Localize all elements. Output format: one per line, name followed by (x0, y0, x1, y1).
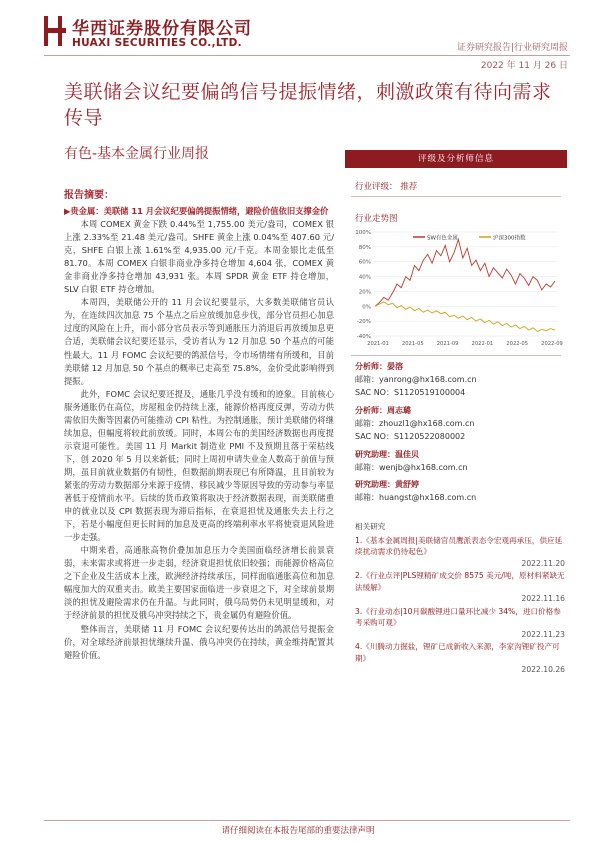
report-date: 2022 年 11 月 26 日 (480, 61, 568, 71)
y-tick-label: 100% (355, 230, 371, 236)
analyst-name: 晏溶 (387, 362, 403, 371)
analyst-role: 分析师： (355, 406, 387, 415)
series-sw-nonferrous-line (375, 239, 555, 306)
related-item[interactable]: 3.《行业动态|10月碳酸锂进口量环比减少 34%，进口价格参考采购可观》 2022.11.23 (355, 606, 565, 639)
x-tick-label: 2021-09 (436, 341, 459, 347)
assistant-role: 研究助理： (355, 480, 395, 489)
related-item[interactable]: 4.《川腾动力掘盐，锂矿已成新收入来源，李家沟锂矿投产可期》 2022.10.26 (355, 642, 565, 674)
y-tick-label: -40% (356, 334, 371, 340)
y-tick-label: 60% (358, 259, 371, 266)
report-title: 美联储会议纪要偏鸽信号提振情绪，刺激政策有待向需求传导 (64, 81, 552, 129)
abstract-label: 报告摘要： (64, 190, 114, 201)
body-paragraph: 整体而言，美联储 11 月 FOMC 会议纪要传达出的鸽派信号提振金价，对全球经济前景担忧继续升温、俄乌冲突仍在持续，黄金维持配置其避险价值。 (64, 623, 334, 660)
chart-bottom-divider (351, 355, 561, 356)
x-tick-label: 2022-01 (471, 341, 494, 347)
header-divider (44, 55, 570, 56)
assistant-block-1 (355, 448, 468, 474)
sidebar-divider (351, 196, 561, 197)
x-tick-label: 2021-05 (401, 341, 424, 347)
report-type: 证券研究报告|行业研究周报 (456, 43, 568, 53)
chart-legend (413, 234, 526, 242)
analyst-block-1 (355, 360, 477, 399)
y-tick-label: 40% (358, 274, 371, 281)
y-tick-label: 0% (362, 304, 371, 311)
sidebar-header: 评级及分析师信息 (345, 150, 567, 168)
report-body (64, 205, 334, 662)
industry-trend-chart (351, 226, 563, 348)
body-paragraph: 本周四，美联储公开的 11 月会议纪要显示，大多数美联储官员认为，在连续四次加息 75 个基点之后应放缓加息步伐，部分官员担心加息过度的风险在上升，而小部分官员表示等到通胀压力消退后再放缓加息更合适，美联储会议纪要还显示，受访者认为 12 月加息 50 个基点的可能性最大。11 月 FOMC 会议纪要的鸽派信号，令市场情绪有所缓和，目前美联储 12 月加息 50 个基点的概率已走高至 75.8%，金价受此影响得到提振。 (64, 297, 334, 386)
analyst-sac: SAC NO：S1120522080002 (355, 432, 466, 441)
y-tick-label: 20% (358, 289, 371, 296)
company-name-en: HUAXI SECURITIES CO.,LTD. (72, 37, 242, 49)
legend-label-sw: SW有色金属 (427, 235, 458, 242)
legend-label-hs300: 沪深300指数 (493, 235, 526, 242)
x-tick-label: 2022-09 (541, 341, 563, 347)
assistant-email: 邮箱：wenjb@hx168.com.cn (355, 463, 468, 472)
related-title: 相关研究 (355, 522, 386, 531)
body-paragraph: 此外，FOMC 会议纪要还提及，通胀几乎没有缓和的迹象。目前核心服务通胀仍在高位，房屋租金仍持续上涨，能源价格再度反弹，劳动力供需依旧失衡等因素仍可能推动 CPI 粘性。为控制通胀，预计美联储仍将继续加息，但幅度将较此前放缓。同时，本周公布的美国经济数据也再度提示衰退可能性。美国 11 月 Markit 制造业 PMI 不及预期且落于荣枯线下，创 2020 年 5 月以来新低；同时上周初申请失业金人数高于前值与预期，虽目前就业数据仍有韧性，但数据前期表现已有所降温，且目前较为紧张的劳动力数据部分来源于疫情、移民减少等原因导致的劳动参与率显著低于疫情前水平。后续的货币政策将取决于经济数据表现，而美联储重申的就业以及 CPI 数据表现为滞后指标，在衰退担忧及通胀失去上行之下，若是小幅度但更长时间的加息及更高的终端利率水平将使衰退风险进一步走强。 (64, 388, 334, 543)
y-tick-label: -20% (356, 319, 371, 326)
x-tick-label: 2022-05 (506, 341, 529, 347)
assistant-email: 邮箱：huangst@hx168.com.cn (355, 493, 477, 502)
section-heading: ▶贵金属：美联储 11 月会议纪要偏鸽提振情绪，避险价值依旧支撑金价 (64, 206, 329, 216)
assistant-name: 温佳贝 (395, 450, 419, 459)
y-tick-label: 80% (358, 244, 371, 251)
legal-notice: 请仔细阅读在本报告尾部的重要法律声明 (221, 826, 375, 836)
body-paragraph: 本周 COMEX 黄金下跌 0.44%至 1,755.00 美元/盎司，COMEX 银上涨 2.33%至 21.48 美元/盎司。SHFE 黄金上涨 0.04%至 407.60 元/克，SHFE 白银上涨 1.61%至 4,935.00 元/千克。本周金银比走低至 81.70。本周 COMEX 白银非商业净多持仓增加 4,604 张，COMEX 黄金非商业净多持仓增加 43,931 张。本周 SPDR 黄金 ETF 持仓增加，SLV 白银 ETF 持仓增加。 (64, 219, 334, 295)
related-item[interactable]: 2.《行业点评|PLS锂精矿成交价 8575 美元/吨，原材料紧缺无法缓解》 2022.11.16 (355, 571, 565, 603)
related-item[interactable]: 1.《基本金属周报|美联储官员鹰派表态令宏观再承压，供应延续扰动需求仍待起色》 2022.11.20 (355, 535, 565, 568)
analyst-name: 周志璐 (387, 406, 411, 415)
assistant-block-2 (355, 478, 476, 504)
assistant-name: 黄舒婷 (395, 480, 419, 489)
industry-rating: 行业评级： 推荐 (355, 182, 418, 192)
huaxi-logo-icon (44, 16, 66, 46)
body-paragraph: 中期来看，高通胀高物价叠加加息压力令美国面临经济增长前景衰弱，未来需求或将进一步走弱，经济衰退担忧依旧较强；而能源价格高位之下企业及生活成本上涨，欧洲经济持续承压，同样面临通胀高位和加息幅度加大的双重夹击。欧美主要国家面临进一步衰退之下，对全球前景期淡的担忧及避险需求仍在升温。与此同时，俄乌局势仍未见明显缓和，对于经济前景的担忧及俄乌冲突持续之下，贵金属仍有避险价值。 (64, 545, 334, 621)
x-tick-label: 2021-01 (367, 341, 389, 347)
analyst-role: 分析师： (355, 362, 387, 371)
report-subtitle: 有色-基本金属行业周报 (64, 146, 210, 162)
footer-divider (44, 820, 570, 821)
analyst-email: 邮箱：yanrong@hx168.com.cn (355, 375, 477, 384)
analyst-block-2 (355, 404, 474, 443)
chart-x-ticks (367, 341, 563, 347)
chart-title: 行业走势图 (355, 214, 398, 224)
page-header (0, 0, 596, 72)
company-name-cn: 华西证券股份有限公司 (72, 19, 252, 39)
chart-y-ticks (355, 230, 371, 340)
analyst-email: 邮箱：zhouzl1@hx168.com.cn (355, 419, 475, 428)
assistant-role: 研究助理： (355, 450, 395, 459)
related-research (355, 521, 565, 676)
analyst-sac: SAC NO：S1120519100004 (355, 388, 466, 397)
